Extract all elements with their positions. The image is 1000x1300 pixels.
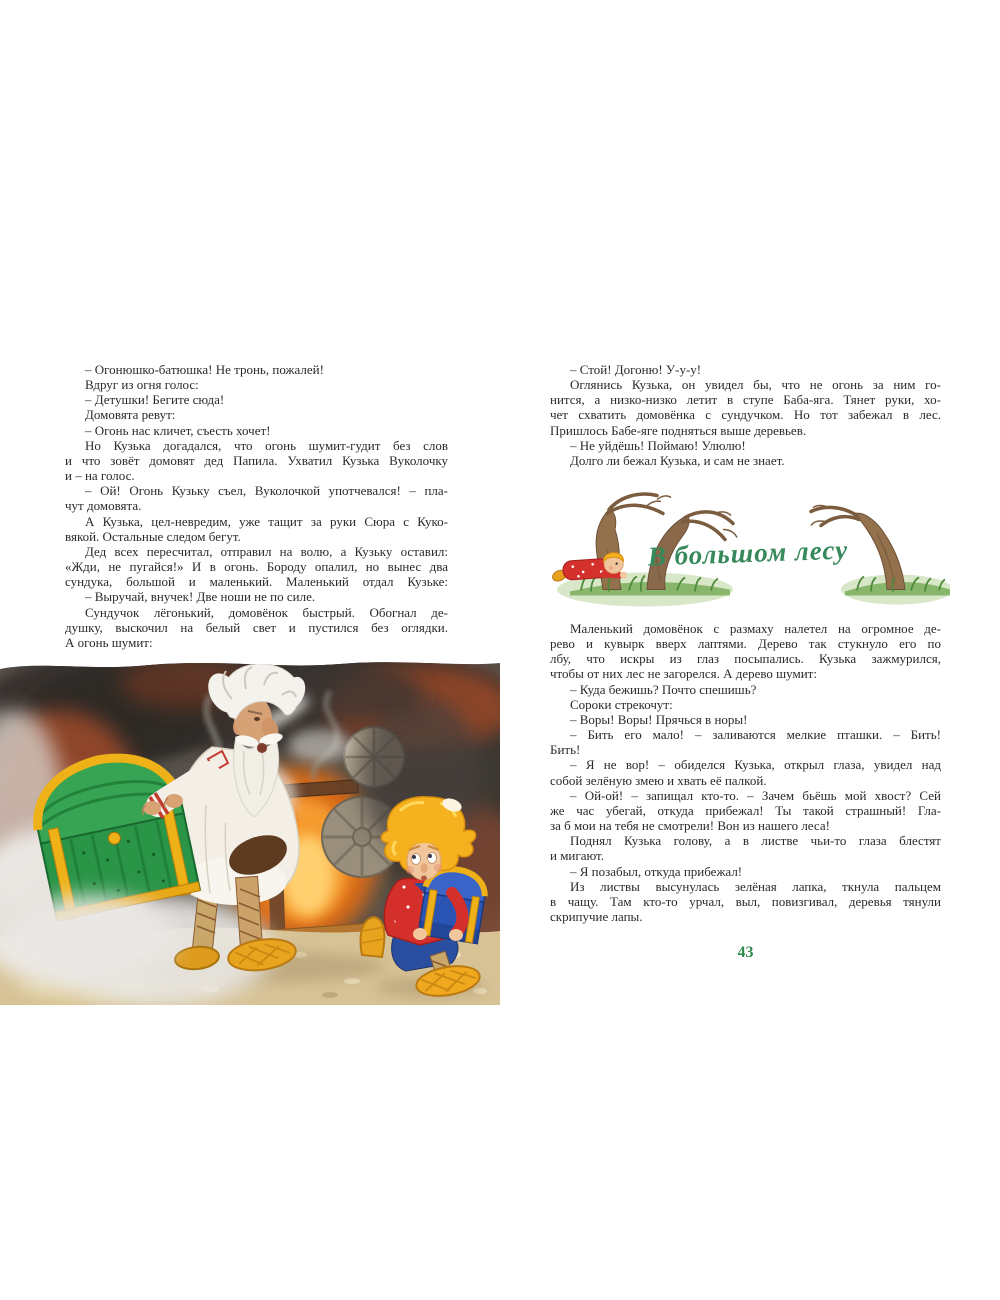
text-line: сундука, большой и маленький. Маленький отдал Кузьке:	[65, 574, 448, 590]
text-line: А огонь шумит:	[65, 634, 153, 650]
text-line: – Я не вор! – обиделся Кузька, открыл глаза, увидел над	[570, 757, 941, 773]
text-line: Маленький домовёнок с размаху налетел на огромное де-	[570, 621, 941, 636]
text-line: за б мои на тебя не смотрели! Вон из нашего леса!	[550, 818, 830, 834]
text-line: лбу, что искры из глаз посыпались. Кузька зажмурился,	[550, 651, 941, 667]
text-line: – Куда бежишь? Почто спешишь?	[570, 681, 757, 697]
text-line: Сундучок лёгонький, домовёнок быстрый. Обогнал де-	[85, 604, 448, 620]
text-line: А Кузька, цел-невредим, уже тащит за руки Сюра с Куко-	[85, 513, 448, 529]
text-line: и что зовёт домовят дед Папила. Ухватил Кузька Вуколочку	[65, 452, 448, 468]
text-line: Дед всех пересчитал, отправил на волю, а Кузьку оставил:	[85, 543, 448, 559]
text-line: Но Кузька догадался, что огонь шумит-гудит без слов	[85, 437, 448, 453]
text-line: в чащу. Там кто-то урчал, выл, повизгивал, деревья тянули	[550, 893, 941, 909]
text-line: – Я позабыл, откуда прибежал!	[570, 863, 743, 879]
fire-rescue-illustration-art	[0, 655, 500, 1005]
text-line: Долго ли бежал Кузька, и сам не знает.	[570, 452, 785, 468]
text-line: Пришлось Бабе-яге подняться выше деревьев.	[550, 422, 807, 438]
text-line: Домовята ревут:	[85, 407, 176, 423]
right-page-text-top	[550, 362, 941, 468]
fire-rescue-illustration	[0, 655, 500, 1005]
text-line: – Огонь нас кличет, съесть хочет!	[85, 422, 271, 438]
text-line: собой зелёную змею и хвать её палкой.	[550, 772, 767, 788]
text-line: Оглянись Кузька, он увидел бы, что не огонь за ним го-	[570, 377, 941, 393]
text-line: Сороки стрекочут:	[570, 696, 673, 712]
text-line: Вдруг из огня голос:	[85, 377, 199, 393]
page-number: 43	[737, 944, 754, 961]
text-line: чет схватить домовёнка с сундучком. Но тот забежал в лес.	[550, 407, 941, 423]
text-line: – Ой-ой! – запищал кто-то. – Зачем бьёшь мой хвост? Сей	[570, 787, 941, 803]
chapter-header	[545, 488, 950, 613]
text-line: – Бить его мало! – заливаются мелкие пташки. – Бить!	[570, 727, 941, 743]
text-line: вякой. Остальные следом бегут.	[65, 528, 241, 544]
text-line: же час убегай, откуда прибежал! Ты такой страшный! Гла-	[550, 802, 941, 818]
text-line: – Воры! Воры! Прячься в норы!	[570, 711, 748, 727]
text-line: чтобы от них лес не загорелся. А дерево шумит:	[550, 666, 817, 682]
text-line: Бить!	[550, 742, 581, 758]
text-line: – Ой! Огонь Кузьку съел, Вуколочкой употчевался! – пла-	[85, 483, 448, 499]
text-line: Из листвы высунулась зелёная лапка, ткнула пальцем	[570, 878, 941, 894]
chapter-title: В большом лесу	[646, 534, 849, 572]
right-page-text-body	[550, 621, 941, 924]
text-line: – Стой! Догоню! У-у-у!	[570, 362, 702, 377]
text-line: – Выручай, внучек! Две ноши не по силе.	[85, 589, 316, 605]
left-page-text	[65, 362, 448, 650]
text-line: Поднял Кузька голову, а в листве чьи-то глаза блестят	[570, 833, 941, 849]
text-line: нится, а низко-низко летит в ступе Баба-яга. Тянет руки, хо-	[550, 392, 941, 408]
text-line: – Не уйдёшь! Поймаю! Улюлю!	[570, 437, 746, 453]
text-line: и – на голос.	[65, 468, 135, 484]
text-line: «Жди, не пугайся!» И в огонь. Бороду опалил, но вынес два	[65, 559, 448, 575]
text-line: скрипучие лапы.	[550, 908, 643, 924]
text-line: рево и кувырк вверх лаптями. Дерево так стукнуло его по	[550, 636, 941, 652]
text-line: чут домовята.	[65, 498, 142, 514]
text-line: – Детушки! Бегите сюда!	[85, 392, 225, 408]
text-line: и мигают.	[550, 848, 604, 864]
smoke-over-chest	[7, 895, 177, 979]
text-line: – Огонюшко-батюшка! Не тронь, пожалей!	[85, 362, 324, 377]
text-line: душку, выскочил на белый свет и пустился без оглядки.	[65, 619, 448, 635]
